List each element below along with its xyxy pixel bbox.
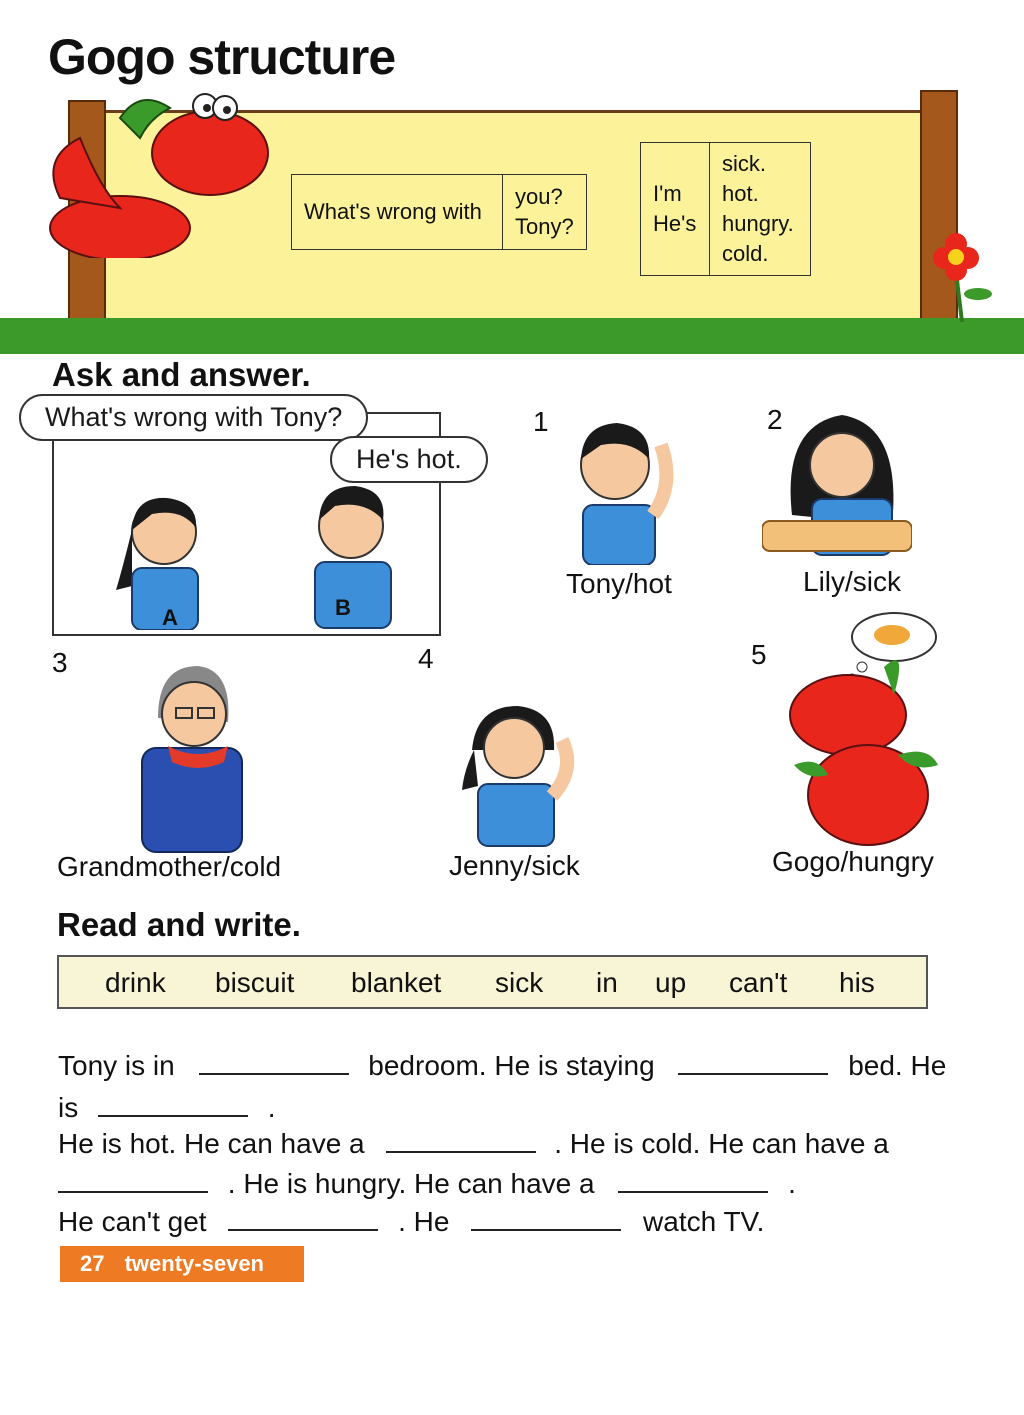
child-b-label: B <box>335 595 351 620</box>
word-in: in <box>596 967 618 998</box>
answer-blank-2[interactable] <box>678 1055 828 1075</box>
item-1-caption: Tony/hot <box>566 568 672 599</box>
sentence-line-3: He is hot. He can have a . He is cold. He can have a <box>58 1128 889 1159</box>
page-number: 27 <box>80 1251 105 1276</box>
question-speech-bubble: What's wrong with Tony? <box>19 394 368 441</box>
answer-speech-bubble: He's hot. <box>330 436 488 483</box>
item-5-caption: Gogo/hungry <box>772 846 934 877</box>
sentence-line-1: Tony is in bedroom. He is staying bed. He <box>58 1050 947 1081</box>
answer-structure-table <box>640 142 811 276</box>
page-number-footer <box>60 1246 304 1282</box>
answer-blank-7[interactable] <box>228 1211 378 1231</box>
word-box <box>57 955 928 1009</box>
flower-image <box>928 232 998 322</box>
answer-blank-1[interactable] <box>199 1055 349 1075</box>
answer-subjects: I'm He's <box>641 143 710 276</box>
tony-hot-image <box>565 405 685 565</box>
word-cant: can't <box>729 967 788 998</box>
ask-answer-heading: Ask and answer. <box>52 356 311 393</box>
word-up: up <box>655 967 687 998</box>
answer-blank-3[interactable] <box>98 1097 248 1117</box>
jenny-sick-image <box>458 700 588 850</box>
page-number-word: twenty-seven <box>124 1251 264 1276</box>
sentence-line-4: . He is hungry. He can have a . <box>58 1168 796 1200</box>
word-drink: drink <box>105 967 166 998</box>
gogo-dragon-image <box>20 78 270 258</box>
item-4-number: 4 <box>418 643 434 674</box>
grass-strip <box>0 318 1024 354</box>
sentence-line-5: He can't get . He watch TV. <box>58 1206 765 1237</box>
question-structure-table <box>291 174 587 250</box>
word-his: his <box>839 967 875 998</box>
word-sick: sick <box>495 967 544 998</box>
answer-blank-6[interactable] <box>618 1173 768 1193</box>
gogo-hungry-image <box>788 605 958 850</box>
sentence-line-2: is . <box>58 1092 276 1123</box>
item-3-caption: Grandmother/cold <box>57 851 282 882</box>
item-3-number: 3 <box>52 647 68 678</box>
question-subjects: you? Tony? <box>503 175 587 250</box>
answer-blank-8[interactable] <box>471 1211 621 1231</box>
word-blanket: blanket <box>351 967 442 998</box>
item-5-number: 5 <box>751 639 767 670</box>
word-biscuit: biscuit <box>215 967 295 998</box>
page-title: Gogo structure <box>48 29 396 85</box>
read-write-heading: Read and write. <box>57 906 301 943</box>
lily-sick-image <box>762 405 912 565</box>
child-b-image <box>305 480 405 630</box>
item-2-number: 2 <box>767 404 783 435</box>
child-a-label: A <box>162 605 178 630</box>
question-prefix: What's wrong with <box>292 175 503 250</box>
item-1-number: 1 <box>533 406 549 437</box>
item-4-caption: Jenny/sick <box>449 850 580 881</box>
child-a-image <box>112 490 212 630</box>
answer-states: sick. hot. hungry. cold. <box>710 143 811 276</box>
answer-blank-5[interactable] <box>58 1173 208 1193</box>
grandmother-cold-image <box>128 658 248 853</box>
answer-blank-4[interactable] <box>386 1133 536 1153</box>
item-2-caption: Lily/sick <box>803 566 902 597</box>
